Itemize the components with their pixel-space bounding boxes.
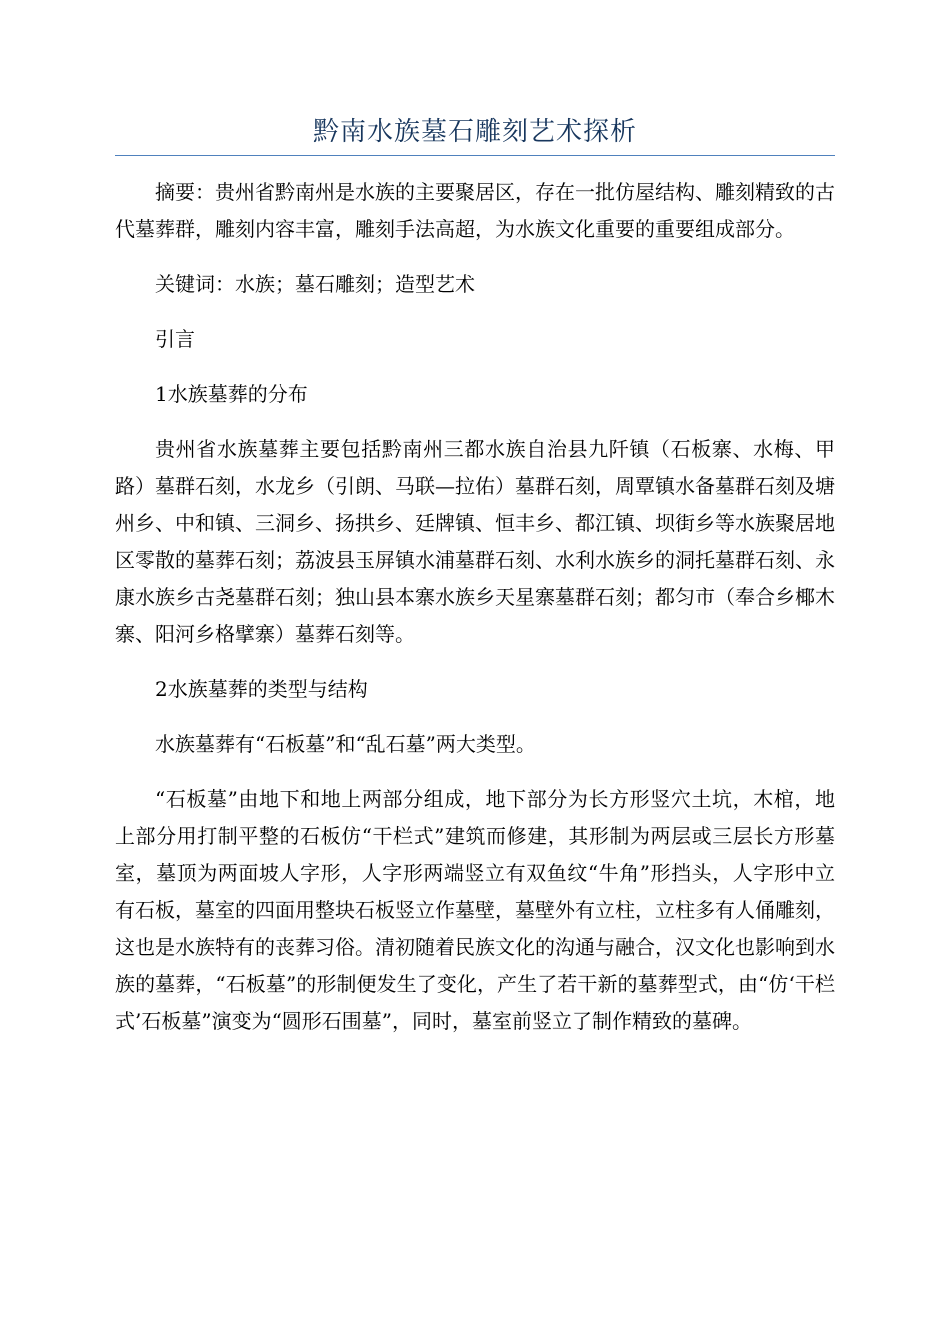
section-heading-distribution: 1水族墓葬的分布 [155,382,308,406]
body-paragraph: 水族墓葬有“石板墓”和“乱石墓”两大类型。 [155,732,536,756]
document-body [115,174,835,1058]
body-paragraph: “石板墓”由地下和地上两部分组成，地下部分为长方形竖穴土坑，木棺，地上部分用打制平整的石板仿“干栏式”建筑而修建，其形制为两层或三层长方形墓室，墓顶为两面坡人字形，人字形两端竖立有双鱼纹“牛角”形挡头，人字形中立有石板，墓室的四面用整块石板竖立作墓壁，墓壁外有立柱，立柱多有人俑雕刻，这也是水族特有的丧葬习俗。清初随着民族文化的沟通与融合，汉文化也影响到水族的墓葬，“石板墓”的形制便发生了变化，产生了若干新的墓葬型式，由“仿‘干栏式’石板墓”演变为“圆形石围墓”，同时，墓室前竖立了制作精致的墓碑。 [115,787,835,1033]
document-title: 黔南水族墓石雕刻艺术探析 [312,117,637,147]
title-underline [115,155,835,156]
keywords-paragraph: 关键词：水族；墓石雕刻；造型艺术 [155,272,475,296]
body-paragraph: 贵州省水族墓葬主要包括黔南州三都水族自治县九阡镇（石板寨、水梅、甲路）墓群石刻，水龙乡（引朗、马联—拉佑）墓群石刻，周覃镇水备墓群石刻及塘州乡、中和镇、三洞乡、扬拱乡、廷牌镇、恒丰乡、都江镇、坝街乡等水族聚居地区零散的墓葬石刻；荔波县玉屏镇水浦墓群石刻、水利水族乡的洞托墓群石刻、永康水族乡古尧墓群石刻；独山县本寨水族乡天星寨墓群石刻；都匀市（奉合乡椰木寨、阳河乡格擘寨）墓葬石刻等。 [115,437,835,646]
abstract-paragraph: 摘要：贵州省黔南州是水族的主要聚居区，存在一批仿屋结构、雕刻精致的古代墓葬群，雕刻内容丰富，雕刻手法高超，为水族文化重要的重要组成部分。 [115,180,835,241]
section-heading-introduction: 引言 [155,327,195,351]
section-heading-types-structure: 2水族墓葬的类型与结构 [155,677,368,701]
